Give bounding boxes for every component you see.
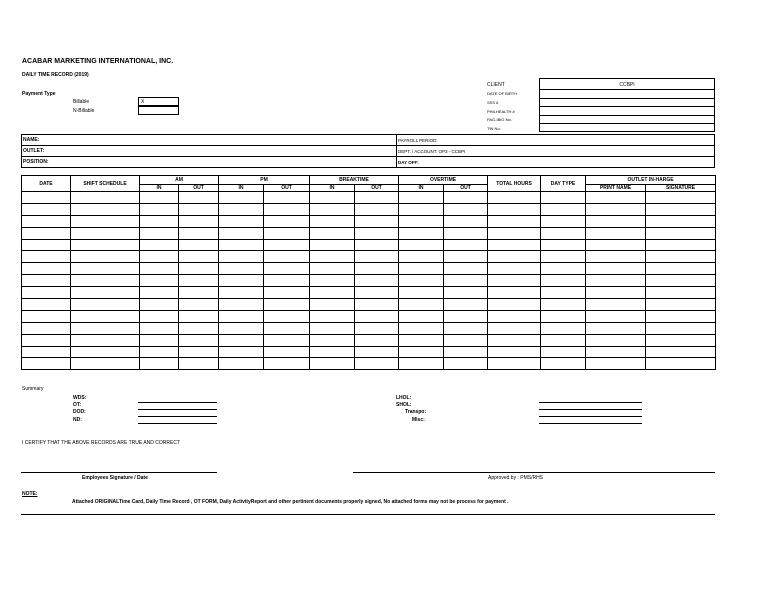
table-cell[interactable]	[140, 239, 179, 251]
nbillable-field[interactable]	[138, 106, 179, 115]
table-row	[22, 287, 716, 299]
table-row	[22, 263, 716, 275]
table-row	[22, 203, 716, 215]
table-cell[interactable]	[355, 287, 399, 299]
table-row	[22, 192, 716, 204]
table-cell[interactable]	[586, 346, 646, 358]
table-cell[interactable]	[179, 334, 219, 346]
table-cell[interactable]	[179, 239, 219, 251]
table-cell[interactable]	[399, 239, 444, 251]
table-cell[interactable]	[586, 322, 646, 334]
table-cell[interactable]	[444, 287, 488, 299]
payroll-period-label: PAYROLL PERIOD:	[398, 138, 438, 143]
table-cell[interactable]	[22, 192, 71, 204]
table-cell[interactable]	[22, 346, 71, 358]
table-cell[interactable]	[310, 192, 355, 204]
table-cell[interactable]	[219, 192, 264, 204]
dept-account-label: DEPT. / ACCOUNT: OP3 - CCBPI	[398, 149, 466, 154]
col-breaktime: BREAKTIME	[310, 176, 399, 185]
table-cell[interactable]	[310, 251, 355, 263]
table-row	[22, 358, 716, 370]
table-cell[interactable]	[444, 346, 488, 358]
table-cell[interactable]	[646, 358, 716, 370]
client-details-box	[539, 89, 715, 132]
table-cell[interactable]	[444, 275, 488, 287]
table-cell[interactable]	[399, 227, 444, 239]
table-cell[interactable]	[219, 227, 264, 239]
table-cell[interactable]	[646, 346, 716, 358]
table-cell[interactable]	[219, 334, 264, 346]
pagibig-label: PAG-IBIG No.	[487, 117, 512, 122]
table-cell[interactable]	[646, 334, 716, 346]
table-cell[interactable]	[140, 310, 179, 322]
table-cell[interactable]	[71, 358, 140, 370]
table-cell[interactable]	[310, 334, 355, 346]
table-cell[interactable]	[355, 239, 399, 251]
client-value: CCBPI	[619, 82, 635, 88]
table-cell[interactable]	[179, 358, 219, 370]
table-cell[interactable]	[541, 227, 586, 239]
table-cell[interactable]	[310, 310, 355, 322]
dayoff-label: DAY OFF:	[398, 160, 419, 165]
table-cell[interactable]	[541, 287, 586, 299]
table-cell[interactable]	[140, 203, 179, 215]
table-row	[22, 239, 716, 251]
employee-signature-label: Employees Signature / Date	[82, 475, 148, 481]
employee-info-box	[21, 134, 715, 168]
table-cell[interactable]	[71, 192, 140, 204]
table-cell[interactable]	[140, 346, 179, 358]
table-cell[interactable]	[586, 275, 646, 287]
col-pm-in: IN	[219, 185, 264, 192]
table-cell[interactable]	[310, 263, 355, 275]
table-row	[22, 275, 716, 287]
table-cell[interactable]	[22, 239, 71, 251]
col-am: AM	[140, 176, 219, 185]
dob-label: DATE OF BIRTH	[487, 91, 518, 96]
table-cell[interactable]	[264, 239, 310, 251]
table-cell[interactable]	[355, 275, 399, 287]
table-cell[interactable]	[310, 227, 355, 239]
table-cell[interactable]	[71, 299, 140, 311]
table-cell[interactable]	[22, 275, 71, 287]
table-cell[interactable]	[646, 263, 716, 275]
table-cell[interactable]	[71, 215, 140, 227]
table-cell[interactable]	[140, 215, 179, 227]
table-cell[interactable]	[399, 334, 444, 346]
table-cell[interactable]	[179, 227, 219, 239]
table-cell[interactable]	[140, 334, 179, 346]
table-cell[interactable]	[264, 310, 310, 322]
table-cell[interactable]	[399, 310, 444, 322]
table-cell[interactable]	[179, 192, 219, 204]
table-cell[interactable]	[264, 203, 310, 215]
table-cell[interactable]	[488, 227, 541, 239]
table-row	[22, 346, 716, 358]
table-row	[22, 334, 716, 346]
table-cell[interactable]	[355, 215, 399, 227]
record-title: DAILY TIME RECORD (2019)	[22, 72, 89, 78]
table-cell[interactable]	[399, 192, 444, 204]
table-cell[interactable]	[71, 239, 140, 251]
table-cell[interactable]	[179, 251, 219, 263]
table-cell[interactable]	[219, 263, 264, 275]
table-cell[interactable]	[140, 358, 179, 370]
table-cell[interactable]	[444, 227, 488, 239]
nd-field[interactable]	[138, 423, 217, 424]
table-cell[interactable]	[488, 346, 541, 358]
table-cell[interactable]	[179, 275, 219, 287]
certify-statement: I CERTIFY THAT THE ABOVE RECORDS ARE TRUE AND CORRECT	[22, 440, 180, 446]
table-cell[interactable]	[179, 299, 219, 311]
table-cell[interactable]	[399, 287, 444, 299]
table-cell[interactable]	[219, 358, 264, 370]
table-cell[interactable]	[586, 215, 646, 227]
table-cell[interactable]	[586, 287, 646, 299]
table-cell[interactable]	[444, 299, 488, 311]
table-cell[interactable]	[399, 203, 444, 215]
ot-field[interactable]	[138, 409, 217, 410]
table-cell[interactable]	[646, 251, 716, 263]
table-cell[interactable]	[355, 227, 399, 239]
table-cell[interactable]	[541, 203, 586, 215]
table-cell[interactable]	[488, 310, 541, 322]
table-cell[interactable]	[444, 251, 488, 263]
table-cell[interactable]	[586, 358, 646, 370]
table-cell[interactable]	[179, 215, 219, 227]
table-cell[interactable]	[646, 299, 716, 311]
position-label: POSITION:	[23, 159, 49, 165]
table-cell[interactable]	[22, 322, 71, 334]
wds-field[interactable]	[138, 402, 217, 403]
table-cell[interactable]	[586, 263, 646, 275]
table-cell[interactable]	[488, 263, 541, 275]
table-cell[interactable]	[444, 334, 488, 346]
table-cell[interactable]	[179, 203, 219, 215]
table-cell[interactable]	[646, 203, 716, 215]
table-cell[interactable]	[219, 251, 264, 263]
col-total-hours: TOTAL HOURS	[488, 176, 541, 192]
table-cell[interactable]	[140, 192, 179, 204]
table-cell[interactable]	[310, 287, 355, 299]
table-cell[interactable]	[444, 239, 488, 251]
billable-field[interactable]	[138, 97, 179, 106]
table-cell[interactable]	[22, 263, 71, 275]
table-cell[interactable]	[444, 263, 488, 275]
table-cell[interactable]	[264, 227, 310, 239]
table-cell[interactable]	[488, 239, 541, 251]
table-cell[interactable]	[310, 299, 355, 311]
table-cell[interactable]	[646, 239, 716, 251]
table-cell[interactable]	[264, 215, 310, 227]
misc-label: Misc:	[412, 417, 425, 423]
col-date: DATE	[22, 176, 71, 192]
table-cell[interactable]	[71, 346, 140, 358]
sss-label: SSS #	[487, 100, 499, 105]
table-cell[interactable]	[71, 227, 140, 239]
table-cell[interactable]	[399, 346, 444, 358]
table-cell[interactable]	[541, 322, 586, 334]
table-cell[interactable]	[71, 287, 140, 299]
table-cell[interactable]	[646, 322, 716, 334]
table-cell[interactable]	[646, 310, 716, 322]
table-cell[interactable]	[264, 263, 310, 275]
table-cell[interactable]	[488, 275, 541, 287]
lhol-field[interactable]	[539, 402, 642, 403]
table-cell[interactable]	[355, 346, 399, 358]
table-cell[interactable]	[355, 310, 399, 322]
table-cell[interactable]	[444, 215, 488, 227]
table-cell[interactable]	[179, 322, 219, 334]
table-cell[interactable]	[71, 203, 140, 215]
table-cell[interactable]	[646, 227, 716, 239]
col-am-in: IN	[140, 185, 179, 192]
table-cell[interactable]	[140, 275, 179, 287]
table-cell[interactable]	[22, 334, 71, 346]
table-cell[interactable]	[310, 239, 355, 251]
table-row	[22, 322, 716, 334]
table-cell[interactable]	[219, 346, 264, 358]
table-cell[interactable]	[488, 358, 541, 370]
footer-rule	[21, 514, 715, 515]
table-cell[interactable]	[22, 215, 71, 227]
col-break-out: OUT	[355, 185, 399, 192]
table-cell[interactable]	[264, 322, 310, 334]
table-cell[interactable]	[399, 322, 444, 334]
employee-signature-line[interactable]	[21, 472, 217, 473]
table-cell[interactable]	[310, 346, 355, 358]
table-cell[interactable]	[71, 275, 140, 287]
table-cell[interactable]	[399, 358, 444, 370]
table-cell[interactable]	[219, 310, 264, 322]
table-cell[interactable]	[219, 239, 264, 251]
col-ot-out: OUT	[444, 185, 488, 192]
table-cell[interactable]	[586, 299, 646, 311]
table-cell[interactable]	[140, 251, 179, 263]
table-row	[22, 299, 716, 311]
table-cell[interactable]	[541, 334, 586, 346]
table-cell[interactable]	[399, 299, 444, 311]
table-cell[interactable]	[219, 299, 264, 311]
table-cell[interactable]	[219, 275, 264, 287]
table-cell[interactable]	[488, 322, 541, 334]
table-cell[interactable]	[399, 263, 444, 275]
table-cell[interactable]	[586, 227, 646, 239]
table-cell[interactable]	[264, 299, 310, 311]
payment-type-label: Payment Type	[22, 91, 56, 97]
approved-by-label: Approved by : PMS/RHS	[488, 475, 544, 481]
table-cell[interactable]	[541, 310, 586, 322]
shol-label: SHOL:	[396, 402, 412, 408]
table-cell[interactable]	[219, 287, 264, 299]
col-overtime: OVERTIME	[399, 176, 488, 185]
table-row	[22, 251, 716, 263]
company-name: ACABAR MARKETING INTERNATIONAL, INC.	[22, 58, 174, 65]
col-shift: SHIFT SCHEDULE	[71, 176, 140, 192]
ot-label: OT:	[73, 402, 82, 408]
table-cell[interactable]	[399, 275, 444, 287]
note-label: NOTE:	[22, 491, 38, 497]
client-label: CLIENT	[487, 82, 505, 88]
table-cell[interactable]	[355, 334, 399, 346]
table-cell[interactable]	[355, 203, 399, 215]
table-cell[interactable]	[219, 215, 264, 227]
table-cell[interactable]	[264, 192, 310, 204]
table-cell[interactable]	[264, 251, 310, 263]
table-cell[interactable]	[310, 275, 355, 287]
table-cell[interactable]	[444, 192, 488, 204]
table-cell[interactable]	[646, 275, 716, 287]
table-cell[interactable]	[355, 299, 399, 311]
table-cell[interactable]	[140, 322, 179, 334]
philhealth-label: PHILHEALTH #	[487, 109, 515, 114]
table-cell[interactable]	[488, 215, 541, 227]
table-cell[interactable]	[488, 334, 541, 346]
col-break-in: IN	[310, 185, 355, 192]
table-cell[interactable]	[541, 358, 586, 370]
table-cell[interactable]	[264, 334, 310, 346]
table-cell[interactable]	[646, 215, 716, 227]
table-cell[interactable]	[646, 287, 716, 299]
table-cell[interactable]	[310, 322, 355, 334]
table-cell[interactable]	[355, 322, 399, 334]
table-cell[interactable]	[586, 251, 646, 263]
summary-label: Summary	[22, 386, 44, 392]
table-cell[interactable]	[541, 346, 586, 358]
approver-signature-line[interactable]	[353, 472, 715, 473]
table-cell[interactable]	[71, 322, 140, 334]
dod-field[interactable]	[138, 416, 217, 417]
table-cell[interactable]	[22, 358, 71, 370]
col-am-out: OUT	[179, 185, 219, 192]
table-cell[interactable]	[22, 227, 71, 239]
table-cell[interactable]	[22, 287, 71, 299]
name-label: NAME:	[23, 137, 40, 143]
table-cell[interactable]	[264, 358, 310, 370]
col-day-type: DAY TYPE	[541, 176, 586, 192]
table-cell[interactable]	[71, 310, 140, 322]
nd-label: ND:	[73, 417, 82, 423]
table-cell[interactable]	[140, 287, 179, 299]
nbillable-label: N-Billable	[73, 108, 95, 114]
table-cell[interactable]	[140, 299, 179, 311]
time-record-table	[21, 175, 716, 370]
table-cell[interactable]	[399, 251, 444, 263]
table-cell[interactable]	[541, 263, 586, 275]
table-cell[interactable]	[71, 334, 140, 346]
dod-label: DOD:	[73, 409, 86, 415]
table-cell[interactable]	[179, 310, 219, 322]
table-cell[interactable]	[355, 358, 399, 370]
table-cell[interactable]	[355, 263, 399, 275]
col-print-name: PRINT NAME	[586, 185, 646, 192]
table-cell[interactable]	[355, 251, 399, 263]
table-cell[interactable]	[488, 203, 541, 215]
col-pm: PM	[219, 176, 310, 185]
table-cell[interactable]	[140, 227, 179, 239]
table-cell[interactable]	[310, 215, 355, 227]
table-cell[interactable]	[219, 322, 264, 334]
table-cell[interactable]	[488, 287, 541, 299]
table-cell[interactable]	[71, 251, 140, 263]
table-cell[interactable]	[310, 358, 355, 370]
table-cell[interactable]	[444, 358, 488, 370]
table-cell[interactable]	[264, 287, 310, 299]
table-cell[interactable]	[586, 203, 646, 215]
table-cell[interactable]	[541, 192, 586, 204]
col-pm-out: OUT	[264, 185, 310, 192]
table-cell[interactable]	[541, 239, 586, 251]
col-signature: SIGNATURE	[646, 185, 716, 192]
billable-value: X	[141, 99, 145, 105]
table-cell[interactable]	[488, 251, 541, 263]
table-cell[interactable]	[541, 215, 586, 227]
table-cell[interactable]	[264, 346, 310, 358]
table-cell[interactable]	[586, 192, 646, 204]
transpo-label: Transpo:	[405, 409, 427, 415]
table-cell[interactable]	[140, 263, 179, 275]
table-cell[interactable]	[71, 263, 140, 275]
billable-label: Billable	[73, 99, 90, 105]
table-cell[interactable]	[444, 310, 488, 322]
note-text: Attached ORIGINALTime Card, Daily Time Record , OT FORM, Daily ActivityReport and other pertinent documents properly signed, No attached forms may not be process for payment .	[72, 499, 509, 505]
table-row	[22, 310, 716, 322]
misc-field[interactable]	[539, 423, 642, 424]
table-cell[interactable]	[444, 322, 488, 334]
shol-field[interactable]	[539, 409, 642, 410]
lhol-label: LHOL:	[396, 395, 412, 401]
table-cell[interactable]	[541, 251, 586, 263]
table-cell[interactable]	[541, 299, 586, 311]
table-cell[interactable]	[488, 299, 541, 311]
table-cell[interactable]	[355, 192, 399, 204]
table-cell[interactable]	[586, 310, 646, 322]
table-cell[interactable]	[646, 192, 716, 204]
table-cell[interactable]	[444, 203, 488, 215]
table-cell[interactable]	[488, 192, 541, 204]
col-outlet-incharge: OUTLET IN-HARGE	[586, 176, 716, 185]
table-cell[interactable]	[219, 203, 264, 215]
table-cell[interactable]	[541, 275, 586, 287]
table-row	[22, 215, 716, 227]
table-cell[interactable]	[264, 275, 310, 287]
transpo-field[interactable]	[539, 416, 642, 417]
table-cell[interactable]	[179, 287, 219, 299]
table-cell[interactable]	[586, 334, 646, 346]
table-cell[interactable]	[22, 251, 71, 263]
table-cell[interactable]	[179, 346, 219, 358]
wds-label: WDS:	[73, 395, 87, 401]
col-ot-in: IN	[399, 185, 444, 192]
table-cell[interactable]	[22, 203, 71, 215]
table-cell[interactable]	[310, 203, 355, 215]
table-cell[interactable]	[22, 310, 71, 322]
table-cell[interactable]	[22, 299, 71, 311]
table-cell[interactable]	[586, 239, 646, 251]
table-row	[22, 227, 716, 239]
outlet-label: OUTLET:	[23, 148, 45, 154]
table-cell[interactable]	[179, 263, 219, 275]
tin-label: TIN No.	[487, 126, 501, 131]
table-cell[interactable]	[399, 215, 444, 227]
